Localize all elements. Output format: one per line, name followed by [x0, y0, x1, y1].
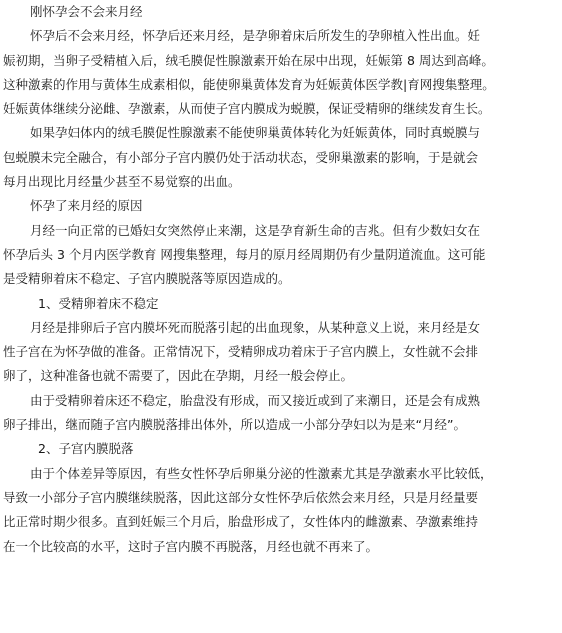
- paragraph-reasons-intro: [3, 219, 559, 292]
- paragraph-hormone-conversion: [3, 121, 559, 194]
- section-title-reasons: 怀孕了来月经的原因: [30, 198, 143, 214]
- paragraph-endometrium-shedding: [3, 462, 559, 559]
- paragraph-menstruation-explanation: [3, 316, 559, 389]
- paragraph-line: 性子宫在为怀孕做的准备。正常情况下，受精卵成功着床于子宫内膜上，女性就不会排: [3, 344, 479, 360]
- paragraph-line: 月经一向正常的已婚妇女突然停止来潮，这是孕育新生命的吉兆。但有少数妇女在: [30, 222, 481, 238]
- paragraph-line: 由于受精卵着床还不稳定，胎盘没有形成，而又接近或到了来潮日，还是会有成熟: [30, 392, 481, 408]
- paragraph-unstable-implantation: [3, 389, 559, 438]
- paragraph-line: 由于个体差异等原因，有些女性怀孕后卵巢分泌的性激素尤其是孕激素水平比较低，: [30, 465, 493, 481]
- paragraph-line: 娠初期，当卵子受精植入后，绒毛膜促性腺激素开始在尿中出现，妊娠第 8 周达到高峰。: [3, 52, 494, 68]
- paragraph-line: 包蜕膜未完全融合，有小部分子宫内膜仍处于活动状态，受卵巢激素的影响，于是就会: [3, 149, 479, 165]
- paragraph-pregnancy-no-menstruation: [3, 24, 559, 121]
- paragraph-line: 在一个比较高的水平，这时子宫内膜不再脱落，月经也就不再来了。: [3, 538, 379, 554]
- paragraph-line: 如果孕妇体内的绒毛膜促性腺激素不能使卵巢黄体转化为妊娠黄体，同时真蜕膜与: [30, 125, 481, 141]
- paragraph-line: 这种激素的作用与黄体生成素相似，能使卵巢黄体发育为妊娠黄体医学教|育网搜集整理。: [3, 76, 495, 92]
- paragraph-line: 是受精卵着床不稳定、子宫内膜脱落等原因造成的。: [3, 271, 291, 287]
- paragraph-line: 妊娠黄体继续分泌雌、孕激素，从而使子宫内膜成为蜕膜，保证受精卵的继续发育生长。: [3, 101, 491, 117]
- section-title-early-pregnancy-menstruation: 刚怀孕会不会来月经: [30, 4, 143, 19]
- subsection-title-unstable-implantation: 1、受精卵着床不稳定: [38, 295, 159, 311]
- paragraph-line: 卵了，这种准备也就不需要了，因此在孕期，月经一般会停止。: [3, 368, 354, 384]
- paragraph-line: 每月出现比月经量少甚至不易觉察的出血。: [3, 174, 241, 190]
- paragraph-line: 导致一小部分子宫内膜继续脱落，因此这部分女性怀孕后依然会来月经，只是月经量要: [3, 489, 479, 505]
- paragraph-line: 卵子排出，继而随子宫内膜脱落排出体外，所以造成一小部分孕妇以为是来“月经”。: [3, 417, 466, 433]
- paragraph-line: 怀孕后不会来月经，怀孕后还来月经，是孕卵着床后所发生的孕卵植入性出血。妊: [30, 28, 481, 44]
- subsection-title-endometrium-shedding: 2、子宫内膜脱落: [38, 441, 134, 457]
- paragraph-line: 月经是排卵后子宫内膜坏死而脱落引起的出血现象，从某种意义上说，来月经是女: [30, 319, 481, 335]
- paragraph-line: 怀孕后头 3 个月内医学教育 网搜集整理，每月的原月经周期仍有少量阴道流血。这可能: [3, 246, 486, 262]
- paragraph-line: 比正常时期少很多。直到妊娠三个月后，胎盘形成了，女性体内的雌激素、孕激素维持: [3, 514, 479, 530]
- document-body: [3, 0, 559, 559]
